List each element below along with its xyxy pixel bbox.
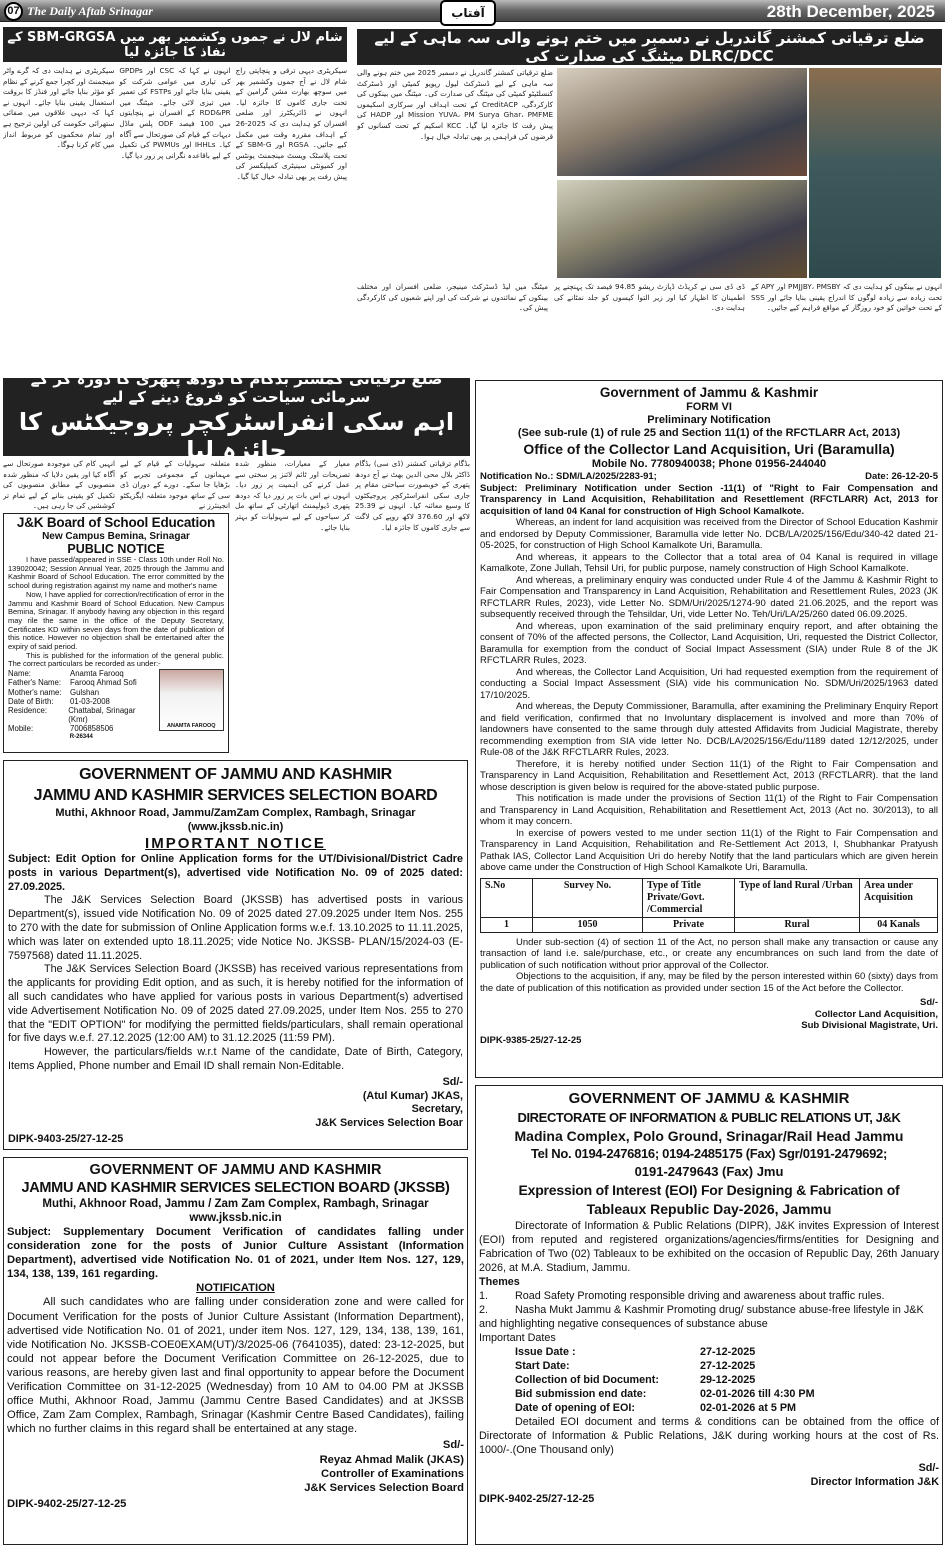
address: Muthi, Akhnoor Road, Jammu/ZamZam Complex, Rambagh, Srinagar (55, 807, 416, 819)
signatory-title: Controller of Examinations (321, 1467, 464, 1480)
signature: Sd/- (918, 1462, 939, 1474)
story2-side-text: ضلع ترقیاتی کمشنر گاندربل نے دسمبر 2025 میں ختم ہونے والی سہ ماہی کے لیے ڈسٹرکٹ لیول ریویو کمیٹی اور ڈسٹرکٹ کنسلٹیٹو کمیٹی کی میٹنگ کی صدارت کی۔ میٹنگ میں بینکوں کی کارکردگی، CreditACP کے تحت اہداف اور سرکاری اسکیموں Mission YUVA، PM Surya Ghar، PMFME اور HADP کی پیش رفت کا جائزہ لیا گیا۔ KCC اسکیم کے تحت کسانوں کو قرضوں کی فراہمی پر بھی تبادلہ خیال ہوا۔ (357, 68, 553, 141)
paragraph: Under sub-section (4) of section 11 of the Act, no person shall make any transaction or cause any transaction of land i.e. sale/purchase, etc., or create any encumbrances on such land from the date of publication of such notification without prior approval of the Collector. (480, 936, 938, 971)
land-table (480, 878, 938, 933)
bose-public-notice (3, 513, 229, 753)
story3-headline-line2: اہم سکی انفراسٹرکچر پروجیکٹس کا جائزہ لیا (18, 408, 455, 464)
phone-line: Tel No. 0194-2476816; 0194-2485175 (Fax) Sgr/0191-2479692; (531, 1146, 887, 1161)
notice-subtitle: Preliminary Notification (647, 414, 771, 426)
dipk-reference: DIPK-9402-25/27-12-25 (7, 1497, 127, 1510)
signatory-name: Reyaz Ahmad Malik (JKAS) (319, 1453, 464, 1466)
paragraph: In exercise of powers vested to me under section 11(1) of the Right to Fair Compensation and Transparency in Land Acquisition, Rehabilitation and Re-Settlement Act 2013, I, Shubhankar Pratyush Pathak IAS, Collector Land Acquisition Uri do hereby Notify that the land particulars which are given herein above came under the Construction of High School Kamalkote Uri, Baramulla. (480, 827, 938, 873)
table-cell: 1050 (533, 917, 643, 932)
bose-fields (8, 669, 155, 740)
dipk-reference: DIPK-9403-25/27-12-25 (8, 1132, 124, 1145)
signatory-title: Secretary, (411, 1103, 463, 1116)
date-label: Collection of bid Document: (515, 1374, 659, 1386)
table-header-row (481, 878, 938, 917)
paragraph: And whereas, the Deputy Commissioner, Baramulla, after examining the Preliminary Enquiry Report and field verification, confirmed that no Involuntary displacement is involved and more than 70% of landowners have consented to the same through duly attested Affidavits from Judicial Magistrate, thereby recommending exemption from SIA vide letter No. DCB/LA/2025/156/Edu/1189 dated 12/12/2025, under Rule-08 of the J&K RFCTLARR Rules, 2023. (480, 701, 938, 758)
applicant-photo (159, 669, 224, 731)
story3-col: معیار کے معیارات، منظور شدہ تصریحات اور ٹائم لائنز پر سختی سے عمل کرنے کی اہمیت پر زور دیا۔ انہوں نے اس بات پر زور دیا کہ دودھ پتھری ڈیولپمنٹ اتھارٹی کے ساتھ مل کر سیاحوں کے لیے سہولیات کو بہتر بنایا جائے۔ (235, 459, 350, 532)
notice-heading: IMPORTANT NOTICE (145, 835, 326, 852)
photo-caption: ANAMTA FAROOQ (167, 723, 216, 730)
subject: Subject: Edit Option for Online Application forms for the UT/Divisional/District Cadre posts in various Department(s), advertised vide Notification No. 09 of 2025 dated: 27.09.2025. (8, 853, 463, 893)
notice-title: GOVERNMENT OF JAMMU & KASHMIR (568, 1090, 850, 1107)
signature: Sd/- (442, 1439, 464, 1452)
column-header: Type of land Rural /Urban (735, 878, 860, 917)
paragraph: And whereas, a preliminary enquiry was conducted under Rule 4 of the Jammu & Kashmir Right to Fair Compensation and Transparency in Land Acquisition, Rehabilitation and Resettlement Rules, 2023 (JK RFCTLARR Rules, 2023), vide Letter No. SDM/Uri/2025/1274-90 dated 21.06.2025, and the report was subsequently received through the Tehsildar, Uri, vide Letter No. Teh/Uri/LA/25/260 dated 06.09.2025. (480, 574, 938, 620)
date-value: 29-12-2025 (700, 1374, 756, 1386)
address: Madina Complex, Polo Ground, Srinagar/Rail Head Jammu (514, 1128, 904, 1144)
story2-col: ڈی ڈی سی نے کریڈٹ ڈپازٹ ریشو 94.85 فیصد تک پہنچنے پر اطمینان کا اظہار کیا اور زیر التوا کیسوں کو جلد نمٹانے کی ہدایت دی۔ (554, 282, 745, 313)
dipk-reference: DIPK-9385-25/27-12-25 (480, 1034, 582, 1046)
story1-body (3, 66, 347, 370)
contact-line: Mobile No. 7780940038; Phone 01956-244040 (591, 458, 827, 470)
story2-col: میٹنگ میں لیڈ ڈسٹرکٹ مینیجر، ضلعی افسران اور مختلف بینکوں کے نمائندوں نے شرکت کی اور اپنے شعبوں کی کارکردگی پیش کی۔ (357, 282, 548, 313)
field-label: Date of Birth: (8, 696, 54, 706)
jkssb-important-notice (3, 760, 468, 1150)
date-value: 02-01-2026 till 4:30 PM (700, 1388, 815, 1400)
themes-label: Themes (479, 1276, 520, 1288)
theme-number: 1. (479, 1290, 489, 1302)
signature: Sd/- (920, 997, 938, 1008)
paragraph: Therefore, it is hereby notified under Section 11(1) of the Right to Fair Compensation and Transparency in Land Acquisition, Rehabilitation and Resettlement Act, 2013 (RFCTLARR). that the land whose description is given below is required for the above-stated public purpose. (480, 758, 938, 793)
address: Muthi, Akhnoor Road, Jammu / Zam Zam Complex, Rambagh, Srinagar (42, 1198, 429, 1210)
notice-title: GOVERNMENT OF JAMMU AND KASHMIR (89, 1162, 382, 1178)
signatory-name: (Atul Kumar) JKAS, (362, 1089, 463, 1102)
theme-item (479, 1289, 939, 1303)
form-label: FORM VI (686, 401, 732, 413)
dipk-reference: DIPK-9402-25/27-12-25 (479, 1493, 595, 1505)
phone-line: 0191-2479643 (Fax) Jmu (634, 1164, 784, 1179)
date-value: 02-01-2026 at 5 PM (700, 1402, 797, 1414)
paragraph: Objections to the acquisition, if any, may be filed by the person interested within 60 (sixty) days from the date of publication of this notification as provided under section 15 of the Act before the Collector. (480, 971, 938, 994)
paper-logo: آفتاب (440, 0, 496, 26)
paper-name: The Daily Aftab Srinagar (27, 4, 153, 18)
signatory-title: J&K Services Selection Boar (315, 1117, 463, 1130)
field-label: Mobile: (8, 724, 34, 734)
paragraph: And whereas, upon examination of the said preliminary enquiry report, and after obtaining the consent of 70% of the affected persons, the Collector, Land Acquisition, Uri, requested the District Collector, Baramulla for exemption from the conduct of Social Impact Assessment (SIA) under Rule 8 of the JK RFCTLARR Rules, 2023. (480, 620, 938, 666)
notice-title: Government of Jammu & Kashmir (599, 385, 819, 400)
story1-col: سیکریٹری دیہی ترقی و پنچایتی راج شام لال نے آج جموں وکشمیر بھر میں سوچھ بھارت مشن گرامین کے تحت جاری کاموں کا جائزہ لیا۔ انہوں نے ڈائریکٹرز اور ضلعی افسران کو ہدایت دی کہ 2025-26 کے اہداف مقررہ وقت میں مکمل کیے جائیں۔ RGSA اور SBM-G کے تحت پلاسٹک ویسٹ مینجمنٹ یونٹس اور کمیونٹی سینیٹری کمپلیکسز کی پیش رفت پر بھی تبادلہ خیال کیا گیا۔ (235, 66, 347, 181)
notification-line (480, 471, 938, 483)
notification-date: Date: 26-12-20-5 (865, 471, 938, 482)
field-value: 01-03-2008 (70, 696, 110, 706)
notification-number: Notification No.: SDM/LA/2025/2283-91; (480, 471, 657, 482)
bose-para: I have passed/appeared in SSE - Class 10th under Roll No. 139020042; Session Annual Year, 2025 through the Jammu and Kashmir Board of School Education. The error committed by the school during registration against my name and mother's name (8, 555, 224, 591)
subject: Subject: Preliminary Notification under Section -11(1) of "Right to Fair Compensation and Transparency in Land Acquisition, Rehabilitation and Resettlement (RFCTLARR) Act, 2013 for acquisition of land 04 Kanal for construction of High School Kamalkote. (480, 482, 938, 517)
theme-item (479, 1303, 939, 1331)
field-label: Mother's name: (8, 687, 62, 697)
field-label: Father's Name: (8, 678, 62, 688)
paragraph: However, the particulars/fields w.r.t Name of the candidate, Date of Birth, Category, Items Applied, Phone number and Email ID shall remain Non-Editable. (8, 1046, 463, 1072)
story2-col: انہوں نے بینکوں کو ہدایت دی کہ PMJJBY، PMSBY اور APY کے تحت زیادہ سے زیادہ لوگوں کا اندراج یقینی بنایا جائے اور SSS کے تحت خواتین کو خود روزگار کے مواقع فراہم کیے جائیں۔ (751, 282, 942, 313)
story1-headline: شام لال نے جموں وکشمیر بھر میں SBM-GRGSA کے نفاذ کا جائزہ لیا (3, 27, 347, 62)
bose-subtitle: New Campus Bemina, Srinagar (42, 531, 190, 542)
website: (www.jkssb.nic.in) (187, 821, 284, 833)
column-header: Survey No. (533, 878, 643, 917)
column-header: S.No (481, 878, 533, 917)
issue-date: 28th December, 2025 (766, 2, 935, 21)
paragraph: Whereas, an indent for land acquisition was received from the Director of School Education Kashmir and endorsed by Deputy Commissioner, Baramulla vide letter No. DCB/LA/2025/156/Edu/340-42 dated 21-05-2025, for construction of High School Kamalkote Uri, Baramulla. (480, 517, 938, 551)
field-label: Name: (8, 669, 31, 679)
paragraph: This notification is made under the provisions of Section 11(1) of the Right to Fair Compensation and Transparency in Land Acquisition, Rehabilitation and Resettlement Act, 2013 (Act no. 30/2013), to all whom it may concern. (480, 793, 938, 827)
story3-col: بڈگام ترقیاتی کمشنر (ڈی سی) بڈگام ڈاکٹر بلال محی الدین بھٹ نے آج دودھ پتھری کے خوبصورت سیاحتی مقام پر جاری سکی انفراسٹرکچر پروجیکٹوں کا وسیع معائنہ کیا۔ انہوں نے 25.39 لاکھ اور 376.60 لاکھ روپے کی لاگت سے جاری کاموں کا جائزہ لیا۔ (355, 459, 470, 532)
signature: Sd/- (442, 1075, 463, 1088)
story1-col: سیکریٹری نے ہدایت دی کہ گرے واٹر مینجمنٹ اور کچرا جمع کرنے کے نظام کو مؤثر بنایا جائے اور فنڈز کا بروقت استعمال یقینی بنایا جائے۔ انہوں نے کہا کہ دیہی علاقوں میں صفائی ستھرائی حکومت کی اولین ترجیح ہے اور تمام محکموں کو مربوط انداز میں کام کرنا ہوگا۔ (3, 66, 115, 150)
paragraph: And whereas, it appears to the Collector that a total area of 04 Kanal is required in village Kamalkote, Zone Jullah, Tehsil Uri, for public purpose, namely construction of High School Kamalkote. (480, 551, 938, 574)
theme-number: 2. (479, 1304, 489, 1316)
paragraph: Directorate of Information & Public Relations (DIPR), J&K invites Expression of Interest (EOI) from reputed and registered organizations/agencies/firms/entities for Designing and Fabrication of Two (02) Tableaux to be exhibited on the occasion of Republic Day, 26th January 2026, at M.A. Stadium, Jammu. (479, 1220, 939, 1274)
paragraph: The J&K Services Selection Board (JKSSB) has advertised posts in various Department(s), issued vide Notification No. 09 of 2025 dated 27.09.2025 under Item Nos. 255 to 270 with the date for submission of Online Application forms w.e.f. 13.10.2025 to 11.11.2025, which was later on extended upto 18.11.2025; vide Notice No. JKSSB- PLAN/15/2024-03 (E-7597568) dated 11.11.2025. (8, 894, 463, 962)
table-cell: 04 Kanals (860, 917, 938, 932)
dc-photo (809, 68, 941, 278)
column-header: Area under Acquisition (860, 878, 938, 917)
date-label: Bid submission end date: (515, 1388, 647, 1400)
paragraph: And whereas, the Collector Land Acquisition, Uri had requested exemption from the requirement of conducting a Social Impact Assessment (SIA) vide his communication No. SDM/Uri/2025/1963 dated 17/10/2025. (480, 666, 938, 701)
page-number: 07 (4, 2, 23, 21)
bose-notice-heading: PUBLIC NOTICE (67, 542, 165, 556)
field-value: Farooq Ahmad Sofi (70, 678, 137, 688)
land-acquisition-notice (475, 380, 943, 1078)
directorate-name: DIRECTORATE OF INFORMATION & PUBLIC RELATIONS UT, J&K (517, 1110, 901, 1125)
notification-heading: NOTIFICATION (196, 1282, 275, 1295)
paragraph: All such candidates who are falling under consideration zone and were called for Document Verification for the posts of Junior Culture Assistant (Information Department), advertised vide Notification No. 01 of 2021, under item Nos. 127, 129, 134, 138, 139, 161, vide Notification No. JKSSB-COE0EXAM(UT)/3/2025-06 (7641035), dated: 23-12-2025, but could not appear before the Document Verification Committee on 26-12-2025, due to various reasons, are hereby given last and final opportunity to appear before the Document Verification Committee on 31-12-2025 (Wednesday) from 10 AM to 04.00 PM at JKSSB office Muthi, Akhnoor Road, Jammu (Jammu Centre Based Candidates) and at JKSSB Office, Zam Zam Complex, Rambagh, Srinagar (Kashmir Centre Based Candidates), failing which no further claims in this regard shall be entertained at any stage. (7, 1296, 464, 1436)
story3-headline (3, 370, 470, 464)
dates-label: Important Dates (479, 1332, 556, 1344)
field-value: Chattabal, Srinagar (Kmr) (68, 705, 136, 725)
theme-text: Road Safety Promoting responsible driving and awareness about traffic rules. (515, 1290, 885, 1302)
date-label: Issue Date : (515, 1346, 576, 1358)
eoi-title: Expression of Interest (EOI) For Designing & Fabrication of (518, 1182, 900, 1198)
theme-text: Nasha Mukt Jammu & Kashmir Promoting drug/ substance abuse-free lifestyle in J&K and highlighting negative consequences of substance abuse (479, 1304, 924, 1330)
signatory-title: Director Information J&K (810, 1476, 939, 1488)
board-name: JAMMU AND KASHMIR SERVICES SELECTION BOARD (33, 787, 438, 804)
paragraph: The J&K Services Selection Board (JKSSB) has received various representations from the applicants for providing Edit option, and as such, it is hereby notified for the information of all such candidates who have applied for various posts in various Department(s) advertised vide Advertisement Notification No. 09 of 2025 dated 27.09.2025, under Item Nos. 255 to 270 that the "EDIT OPTION" for modifying the permitted fields/particulars, shall remain operational for five days w.e.f. 27.12.2025 (12:00 AM) to 31.12.2025 (11:59 PM). (8, 963, 463, 1045)
date-label: Start Date: (515, 1360, 570, 1372)
bose-title: J&K Board of School Education (16, 515, 216, 530)
eoi-title: Tableaux Republic Day-2026, Jammu (586, 1201, 832, 1217)
story2-headline: ضلع ترقیاتی کمشنر گاندربل نے دسمبر میں ختم ہونے والی سہ ماہی کے لیے DLRC/DCC میٹنگ کی صدارت کی (357, 29, 942, 65)
table-cell: Rural (735, 917, 860, 932)
date-value: 27-12-2025 (700, 1346, 756, 1358)
meeting-photo (557, 180, 807, 278)
story3-headline-line1: ضلع ترقیاتی کمشنر بڈگام کا دودھ پتھری کا دورہ کر کے سرمائی سیاحت کو فروغ دینے کے لیے (30, 370, 443, 406)
story1-col: انہوں نے کہا کہ CSC اور GPDPs کی تیاری میں عوامی شرکت کو یقینی بنایا جائے اور FSTPs کی تعمیر میں تیزی لائی جائے۔ میٹنگ میں RDD&PR کے افسران نے پنچایتوں میں 100 فیصد ODF پلس ماڈل دیہات کے قیام کی صورتحال سے آگاہ کیا۔ IHHLs اور PWMUs کی تکمیل کے لیے باقاعدہ نگرانی پر زور دیا گیا۔ (119, 66, 231, 160)
table-cell: Private (643, 917, 735, 932)
column-header: Type of Title Private/Govt. /Commercial (643, 878, 735, 917)
subject: Subject: Supplementary Document Verification of candidates falling under consideration zone for the posts of Junior Culture Assistant (Information Department), advertised vide Notification No. 01 of 2021, under Item Nos. 127, 129, 134, 138, 139, 161 regarding. (7, 1226, 464, 1281)
story2-body (357, 282, 942, 372)
bose-ref: R-26344 (69, 733, 93, 740)
meeting-photo (557, 68, 807, 176)
field-value: Anamta Farooq (70, 669, 124, 679)
date-value: 27-12-2025 (700, 1360, 756, 1372)
rule-reference: (See sub-rule (1) of rule 25 and Section 11(1) of the RFCTLARR Act, 2013) (517, 427, 901, 439)
bose-para: Now, I have applied for correction/rectification of error in the Jammu and Kashmir Board of School Education. New Campus Bemina, Srinagar. If anybody having any objection in this regard may rile the same in the office of the Deputy Secretary, Certificates KD within seven days from the date of publication of this notice. However no objection shall be entertained after the expiry of said period. (8, 589, 225, 652)
story3-col: انہیں کام کی موجودہ صورتحال سے آگاہ کیا اور یقین دلایا کہ منظور شدہ منصوبوں کے مطابق منصوبوں کی تکمیل کو یقینی بنانے کے لیے تمام تر کوششیں کی جا رہی ہیں۔ (3, 459, 115, 511)
field-value: Gulshan (70, 687, 100, 697)
notice-title: GOVERNMENT OF JAMMU AND KASHMIR (79, 766, 392, 783)
bose-para: This is published for the information of the general public. The correct particulars be recorded as under:- (8, 650, 224, 669)
table-cell: 1 (481, 917, 533, 932)
dipr-eoi-notice (475, 1085, 943, 1545)
signatory-title: J&K Services Selection Board (304, 1481, 464, 1494)
field-value: 7006858506 (70, 724, 114, 734)
board-name: JAMMU AND KASHMIR SERVICES SELECTION BOARD (JKSSB) (21, 1180, 450, 1196)
signatory-title: Sub Divisional Magistrate, Uri. (801, 1020, 938, 1031)
story3-col: متعلقہ سہولیات کے قیام کے لیے مہمانوں کے مجموعی تجربے کو بڑھایا جا سکے۔ دورے کے دوران ڈی سی کے ساتھ موجود متعلقہ ایگزیکٹو انجینئرز نے (120, 459, 230, 511)
signatory-title: Collector Land Acquisition, (814, 1008, 938, 1020)
date-label: Date of opening of EOI: (515, 1402, 635, 1414)
important-dates (479, 1345, 939, 1415)
table-row (481, 917, 938, 932)
office-name: Office of the Collector Land Acquisition, Uri (Baramulla) (523, 441, 895, 457)
jkssb-dv-notification (3, 1157, 468, 1545)
website: www.jkssb.nic.in (189, 1212, 282, 1224)
field-label: Residence: (8, 705, 48, 715)
paragraph: Detailed EOI document and terms & conditions can be obtained from the office of Directorate of Information & Public Relations, J&K during working hours at the cost of Rs. 1000/-.(One Thousand only) (479, 1416, 939, 1456)
